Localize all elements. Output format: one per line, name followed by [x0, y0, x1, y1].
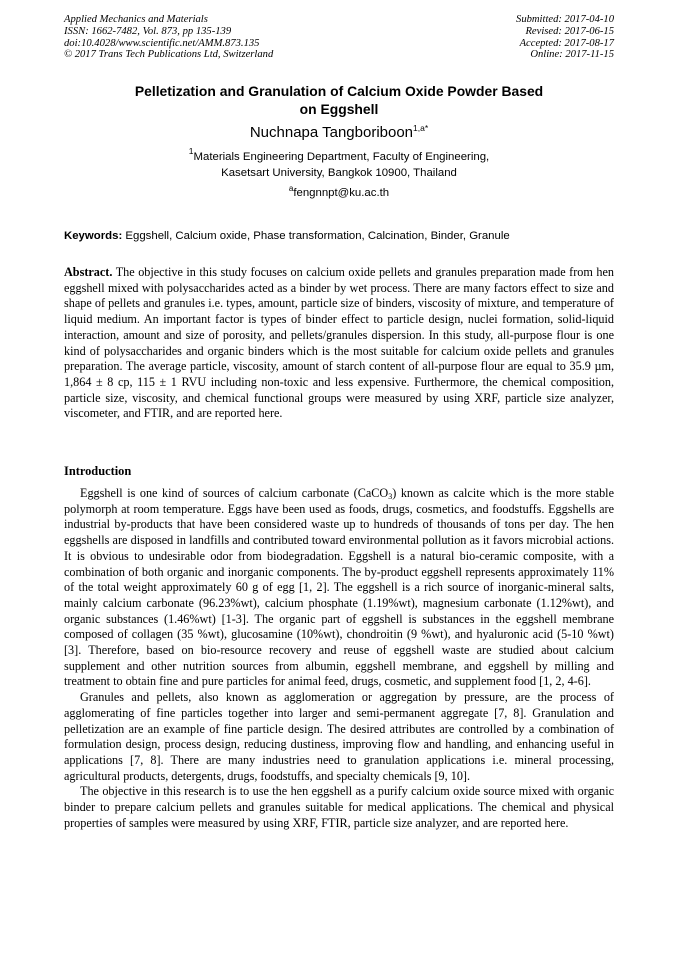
- keywords-label: Keywords:: [64, 230, 123, 242]
- abstract-text: The objective in this study focuses on calcium oxide pellets and granules preparation made from hen eggshell mixed with polysaccharides acted as a binder by wet process. There are many factors effect to size and shape of pellets and granules i.e. types, amount, particle size of binders, viscosity of mixture, and temperature of liquid medium. An important factor is types of binder effect to particle design, nuclei formation, solid-liquid interaction, amount and size of porosity, and pellets/granules dispersion. In this study, all-purpose flour is one kind of polysaccharides and organic binders which is the most suitable for calcium oxide pellets and granules preparation. The average particle, viscosity, amount of starch content of all-purpose flour are equal to 35.9 µm, 1,864 ± 8 cp, 115 ± 1 RVU including non-toxic and less expensive. Furthermore, the chemical composition, particle size, viscosity, and chemical functional groups were measured by using XRF, particle size analyzer, viscometer, and FTIR, and are reported here.: [64, 265, 614, 421]
- author-email: fengnnpt@ku.ac.th: [293, 187, 390, 199]
- copyright-line: © 2017 Trans Tech Publications Ltd, Switzerland: [64, 49, 274, 61]
- affiliation-line-1: Materials Engineering Department, Faculty of Engineering,: [193, 151, 490, 163]
- submitted-date: Submitted: 2017-04-10: [516, 14, 614, 25]
- affiliation-superscript: 1: [188, 146, 194, 156]
- accepted-date: Accepted: 2017-08-17: [519, 37, 614, 49]
- author-line: [64, 124, 614, 142]
- section-heading-introduction: Introduction: [64, 464, 132, 478]
- online-date: Online: 2017-11-15: [530, 49, 614, 61]
- abstract: [64, 265, 614, 422]
- doi-line: doi:10.4028/www.scientific.net/AMM.873.135: [64, 37, 260, 49]
- author-name: Nuchnapa Tangboriboon: [249, 124, 414, 141]
- revised-date: Revised: 2017-06-15: [525, 25, 614, 37]
- email-line: [64, 186, 614, 201]
- paragraph-1-part-b: ) known as calcite which is the more stable polymorph at room temperature. Eggs have been used as foods, drugs, cosmetics, and foodstuffs. Eggshells are industrial by-products that have been considered waste up to hundreds of thousands of tons per day. The hen eggshells are disposed in landfills and contributed toward environmental pollution as it favors microbial actions. It is obvious to undesirable odor from biodegradation. Eggshell is a natural bio-ceramic composite, with a combination of both organic and inorganic components. The by-product eggshell represents approximately 11% of the total weight approximately 60 g of egg [1, 2]. The eggshell is a rich source of inorganic-mineral salts, mainly calcium carbonate (96.23%wt), calcium phosphate (1.19%wt), magnesium carbonate (1.12%wt), and organic substances (1.46%wt) [1-3]. The organic part of eggshell is substances in the eggshell membrane composed of collagen (35 %wt), glucosamine (10%wt), chondroitin (9 %wt), and hyaluronic acid (5-10 %wt) [3]. Therefore, based on bio-resource recovery and reuse of eggshell waste are studied about calcium supplement and other nutrition sources from albumin, eggshell membrane, and eggshell by milling and treatment to obtain fine and pure particles for animal feed, drugs, cosmetic, and supplement food [1, 2, 4-6].: [64, 486, 614, 689]
- submission-dates: [516, 14, 614, 61]
- paper-title: [64, 82, 614, 118]
- email-superscript: a: [288, 184, 294, 193]
- title-line-2: on Eggshell: [299, 101, 379, 117]
- abstract-label: Abstract.: [64, 265, 113, 279]
- keywords: [64, 229, 614, 244]
- affiliation-line-2: Kasetsart University, Bangkok 10900, Thailand: [221, 166, 457, 179]
- paragraph-2: Granules and pellets, also known as agglomeration or aggregation by pressure, are the process of agglomerating of fine particles together into larger and semi-permanent aggregate [7, 8]. Granulation and pelletization are an example of fine particle design. The desired attributes are controlled by a combination of formulation design, process design, reducing dustiness, improving flow and handling, and enhancing useful in applications [7, 8]. There are many industries need to granulation applications i.e. mineral processing, agricultural products, detergents, drugs, foodstuffs, and specialty chemicals [9, 10].: [64, 690, 614, 783]
- affiliation: [64, 146, 614, 181]
- title-line-1: Pelletization and Granulation of Calcium Oxide Powder Based: [134, 83, 544, 99]
- journal-info: [64, 14, 273, 61]
- journal-name: Applied Mechanics and Materials: [64, 14, 208, 25]
- paragraph-3: The objective in this research is to use the hen eggshell as a purify calcium oxide source mixed with organic binder to prepare calcium pellets and granules suitable for medical applications. The chemical and physical properties of samples were measured by using XRF, FTIR, particle size analyzer, and are reported here.: [64, 784, 614, 830]
- issn-line: ISSN: 1662-7482, Vol. 873, pp 135-139: [64, 25, 232, 37]
- subscript-3: 3: [388, 492, 393, 501]
- paragraph-1: [64, 486, 614, 690]
- keywords-text: Eggshell, Calcium oxide, Phase transformation, Calcination, Binder, Granule: [122, 230, 510, 242]
- author-superscript: 1,a*: [413, 123, 429, 133]
- introduction-section: [64, 486, 614, 831]
- paragraph-1-part-a: Eggshell is one kind of sources of calcium carbonate (CaCO: [80, 486, 389, 500]
